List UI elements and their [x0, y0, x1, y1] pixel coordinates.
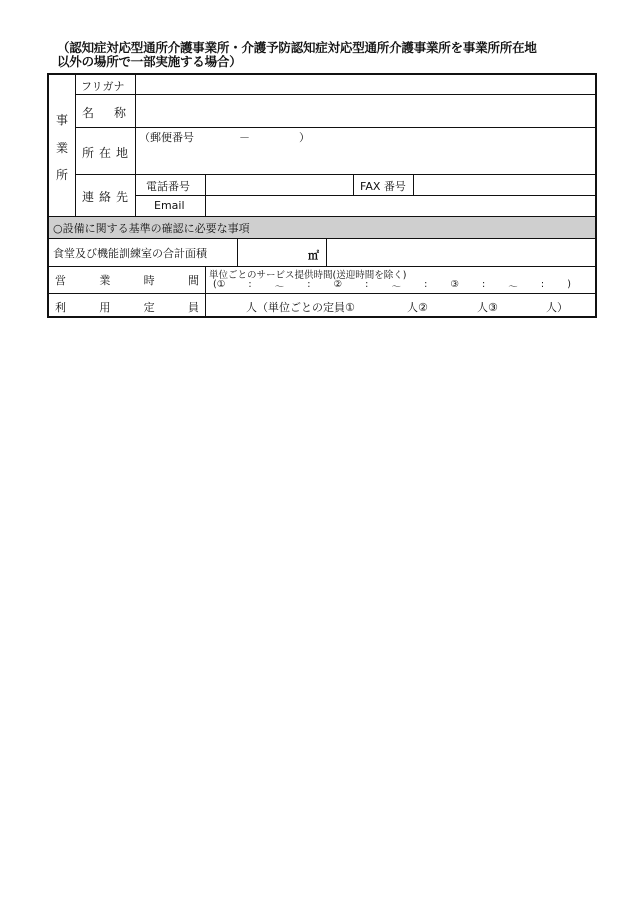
address-label: 所 在 地	[82, 146, 128, 160]
name-label: 名 称	[82, 106, 126, 120]
name-field[interactable]	[136, 95, 595, 127]
furigana-label: フリガナ	[81, 80, 125, 93]
hours-label: 営 業 時 間	[55, 274, 199, 287]
form-title	[57, 41, 617, 69]
email-field[interactable]	[206, 196, 595, 216]
postal-dash: －	[239, 131, 250, 144]
form-title-line-1: （認知症対応型通所介護事業所・介護予防認知症対応型通所介護事業所を事業所所在地	[57, 40, 537, 55]
capacity-label: 利 用 定 員	[55, 301, 199, 314]
capacity-field[interactable]	[209, 294, 239, 318]
area-unit: ㎡	[308, 249, 319, 262]
furigana-field[interactable]	[136, 75, 595, 94]
capacity-unit-end: 人）	[546, 301, 568, 314]
fax-field[interactable]	[414, 175, 595, 195]
fax-label: FAX 番号	[360, 180, 406, 193]
postal-close: ）	[299, 131, 310, 144]
contact-label: 連 絡 先	[82, 190, 128, 204]
office-side-label: 事 業 所	[55, 113, 68, 182]
capacity-unit-3: 人③	[477, 301, 498, 314]
capacity-unit-2: 人②	[407, 301, 428, 314]
facility-section-header: ○設備に関する基準の確認に必要な事項	[53, 222, 250, 235]
postal-open: （郵便番号	[139, 131, 194, 144]
phone-field[interactable]	[206, 175, 353, 195]
address-field[interactable]	[136, 145, 595, 174]
phone-label: 電話番号	[146, 180, 190, 193]
hours-note: 単位ごとのサービス提供時間(送迎時間を除く)	[209, 270, 407, 281]
area-label: 食堂及び機能訓練室の合計面積	[53, 247, 207, 260]
form-title-line-2: 以外の場所で一部実施する場合）	[57, 54, 242, 69]
capacity-text: 人（単位ごとの定員①	[246, 301, 355, 314]
email-label: Email	[154, 199, 185, 212]
office-info-form	[47, 73, 597, 318]
hours-slots[interactable]: (① : ～ : ② : ～ : ③ : ～ : )	[213, 279, 571, 293]
